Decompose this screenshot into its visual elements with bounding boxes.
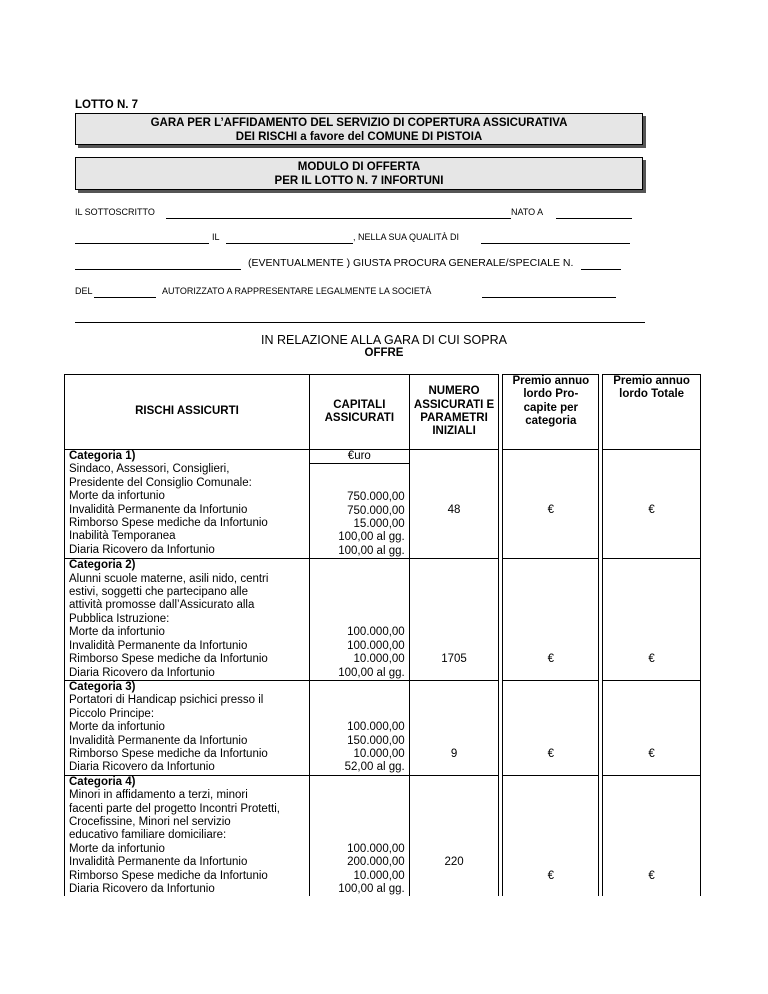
category-description [65, 775, 310, 896]
category-title: Categoria 1) [69, 450, 136, 462]
category-intro-line: Presidente del Consiglio Comunale: [69, 476, 252, 489]
risk-label: Rimborso Spese mediche da Infortunio [69, 869, 268, 882]
category-intro-line: Minori in affidamento a terzi, minori [69, 789, 248, 802]
del-field[interactable] [94, 297, 156, 298]
capital-value: 100.000,00 [347, 842, 405, 855]
euro-sign: € [547, 747, 555, 760]
risk-label: Diaria Ricovero da Infortunio [69, 761, 215, 774]
numero-cell [409, 559, 499, 681]
category-row [65, 559, 701, 681]
risk-label: Diaria Ricovero da Infortunio [69, 543, 215, 556]
capital-value: 100,00 al gg. [338, 544, 405, 557]
qualita-label: , NELLA SUA QUALITÀ DI [353, 232, 460, 242]
category-row [65, 450, 701, 559]
risk-label: Morte da infortunio [69, 721, 165, 734]
risk-label: Invalidità Permanente da Infortunio [69, 503, 248, 516]
birthdate-field[interactable] [226, 243, 353, 244]
header-premio-totale: Premio annuo lordo Totale [603, 375, 701, 450]
numero-cell [409, 450, 499, 559]
euro-sign: € [547, 653, 555, 666]
euro-sign: € [648, 747, 655, 760]
capital-value: 10.000,00 [353, 653, 405, 666]
capital-value: 10.000,00 [353, 747, 405, 760]
capital-value: 100,00 al gg. [338, 531, 405, 544]
autorizzato-label: AUTORIZZATO A RAPPRESENTARE LEGALMENTE LA SOCIETÀ [162, 286, 432, 296]
euro-sign: € [648, 503, 655, 516]
nato-a-field[interactable] [556, 218, 632, 219]
category-intro-line: facenti parte del progetto Incontri Protetti, [69, 802, 280, 815]
euro-sign: € [547, 503, 555, 516]
procura-name-field[interactable] [75, 269, 241, 270]
capitali-cell [309, 775, 409, 896]
euro-sign: € [648, 869, 655, 882]
category-intro-line: Piccolo Principe: [69, 707, 155, 720]
relazione-text: IN RELAZIONE ALLA GARA DI CUI SOPRA [261, 333, 507, 347]
capital-value: 200.000,00 [347, 856, 405, 869]
premio-procapite-cell[interactable] [503, 775, 599, 896]
sottoscritto-field[interactable] [166, 218, 511, 219]
capital-value: 15.000,00 [353, 518, 405, 531]
procura-label: (EVENTUALMENTE ) GIUSTA PROCURA GENERALE/SPECIALE N. [248, 257, 574, 269]
header-premio-procapite: Premio annuo lordo Pro-capite per categoria [503, 375, 599, 450]
numero-cell [409, 775, 499, 896]
category-intro-line: Alunni scuole materne, asili nido, centri [69, 572, 269, 585]
risk-label: Invalidità Permanente da Infortunio [69, 639, 248, 652]
category-row [65, 680, 701, 775]
societa-continuation-field[interactable] [75, 322, 645, 323]
category-title: Categoria 2) [69, 559, 136, 572]
category-title: Categoria 4) [69, 775, 136, 788]
capitali-cell [309, 450, 409, 559]
capital-value: 750.000,00 [347, 491, 405, 504]
numero-cell [409, 680, 499, 775]
birthplace-field[interactable] [75, 243, 209, 244]
category-description [65, 680, 310, 775]
table-header-row [65, 375, 701, 450]
category-intro-line: Pubblica Istruzione: [69, 612, 170, 625]
premio-totale-cell[interactable] [603, 775, 701, 896]
gara-title-box [75, 113, 643, 145]
risk-label: Invalidità Permanente da Infortunio [69, 856, 248, 869]
nato-a-label: NATO A [511, 207, 544, 217]
risk-label: Inabilità Temporanea [69, 530, 176, 543]
euro-unit-label: €uro [310, 450, 409, 464]
capital-value: 100.000,00 [347, 639, 405, 652]
category-intro-line: attività promosse dall’Assicurato alla [69, 599, 255, 612]
category-intro-line: Portatori di Handicap psichici presso il [69, 694, 264, 707]
numero-assicurati: 1705 [441, 653, 467, 666]
capitali-cell [309, 680, 409, 775]
risk-label: Rimborso Spese mediche da Infortunio [69, 517, 268, 530]
premio-procapite-cell[interactable] [503, 450, 599, 559]
category-description [65, 559, 310, 681]
capital-value: 100,00 al gg. [338, 883, 405, 895]
premio-totale-cell[interactable] [603, 450, 701, 559]
category-intro-line: estivi, soggetti che partecipano alle [69, 586, 248, 599]
capitali-cell [309, 559, 409, 681]
offer-table [64, 374, 701, 896]
category-intro-line: educativo familiare domiciliare: [69, 829, 227, 842]
gara-title-line2: DEI RISCHI a favore del COMUNE DI PISTOIA [235, 131, 483, 143]
header-capitali: CAPITALI ASSICURATI [309, 375, 409, 450]
del-label: DEL [75, 286, 93, 296]
risk-label: Diaria Ricovero da Infortunio [69, 883, 215, 895]
capital-value: 750.000,00 [347, 504, 405, 517]
premio-totale-cell[interactable] [603, 680, 701, 775]
modulo-title-line2: PER IL LOTTO N. 7 INFORTUNI [274, 175, 444, 187]
capital-value: 100.000,00 [347, 626, 405, 639]
capital-value: 52,00 al gg. [344, 761, 405, 774]
numero-assicurati: 48 [447, 503, 461, 516]
gara-title-line1: GARA PER L’AFFIDAMENTO DEL SERVIZIO DI COPERTURA ASSICURATIVA [150, 117, 568, 129]
category-intro-line: Sindaco, Assessori, Consiglieri, [69, 463, 230, 476]
societa-field[interactable] [482, 297, 616, 298]
risk-label: Morte da infortunio [69, 842, 165, 855]
premio-procapite-cell[interactable] [503, 680, 599, 775]
table-body [65, 450, 701, 897]
capital-value: 150.000,00 [347, 734, 405, 747]
header-numero: NUMERO ASSICURATI E PARAMETRI INIZIALI [409, 375, 499, 450]
numero-assicurati: 220 [444, 856, 464, 869]
premio-totale-cell[interactable] [603, 559, 701, 681]
category-description [65, 450, 310, 559]
il-label: IL [212, 232, 220, 242]
risk-label: Morte da infortunio [69, 626, 165, 639]
capital-value: 100.000,00 [347, 721, 405, 734]
risk-label: Morte da infortunio [69, 490, 165, 503]
euro-sign: € [547, 869, 555, 882]
header-rischi: RISCHI ASSICURTI [65, 375, 310, 450]
risk-label: Rimborso Spese mediche da Infortunio [69, 747, 268, 760]
risk-label: Invalidità Permanente da Infortunio [69, 734, 248, 747]
category-row [65, 775, 701, 896]
modulo-title-box [75, 157, 643, 190]
qualita-field[interactable] [481, 243, 630, 244]
risk-label: Diaria Ricovero da Infortunio [69, 666, 215, 679]
procura-number-field[interactable] [581, 269, 621, 270]
numero-assicurati: 9 [450, 747, 458, 760]
sottoscritto-label: IL SOTTOSCRITTO [75, 207, 155, 217]
offre-text: OFFRE [364, 347, 404, 359]
category-intro-line: Crocefissine, Minori nel servizio [69, 815, 231, 828]
category-title: Categoria 3) [69, 680, 136, 693]
capital-value: 100,00 al gg. [338, 666, 405, 679]
premio-procapite-cell[interactable] [503, 559, 599, 681]
risk-label: Rimborso Spese mediche da Infortunio [69, 653, 268, 666]
modulo-title-line1: MODULO DI OFFERTA [297, 161, 421, 173]
euro-sign: € [648, 653, 655, 666]
lotto-label: LOTTO N. 7 [75, 99, 139, 111]
capital-value: 10.000,00 [353, 869, 405, 882]
